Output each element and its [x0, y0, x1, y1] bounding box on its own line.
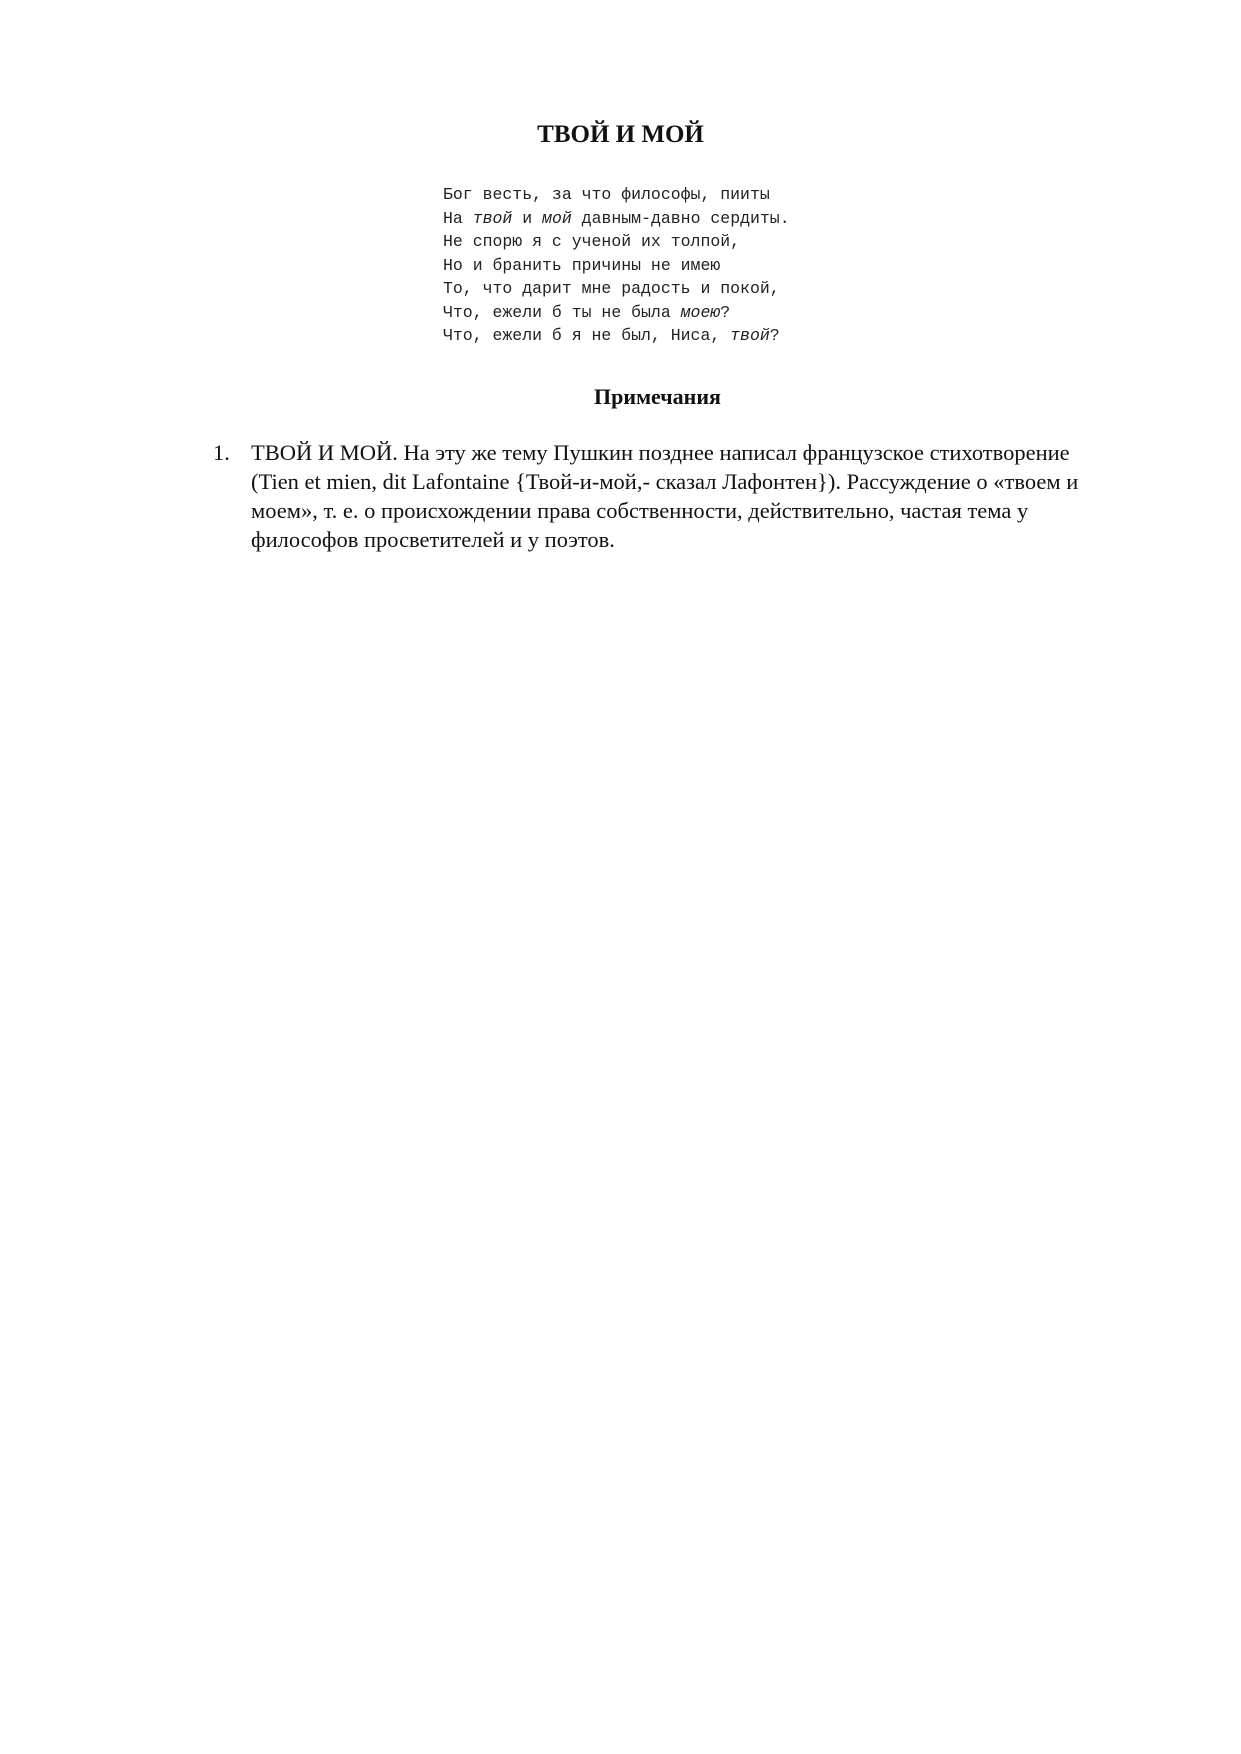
poem-title: ТВОЙ И МОЙ [537, 121, 704, 148]
note-number: 1. [213, 440, 230, 465]
poem-line [443, 207, 790, 231]
notes-list [213, 438, 1093, 554]
poem-segment: и [512, 208, 543, 228]
poem-segment: На [443, 208, 473, 228]
poem-line [443, 324, 790, 348]
poem-segment: То, что дарит мне радость и покой, [443, 279, 780, 298]
poem-line [443, 277, 790, 301]
poem-line [443, 230, 790, 254]
poem-emphasis: мой [542, 208, 572, 228]
poem-line [443, 254, 790, 278]
notes-heading: Примечания [594, 384, 721, 409]
poem-segment: Что, ежели б ты не была [443, 302, 681, 322]
poem-segment: Не спорю я с ученой их толпой, [443, 232, 741, 251]
note-item [213, 438, 1093, 554]
poem-segment: ? [769, 326, 780, 345]
poem-line [443, 183, 790, 207]
poem-segment: Но и бранить причины не имею [443, 255, 721, 275]
poem-line [443, 301, 790, 325]
poem-text [443, 183, 790, 348]
poem-segment: Бог весть, за что философы, пииты [443, 185, 770, 204]
note-text: ТВОЙ И МОЙ. На эту же тему Пушкин позднее написал французское стихотворение (Tien et mien, dit Lafontaine {Твой-и-мой,- сказал Лафонтен}). Рассуждение о «твоем и моем», т. е. о происхождении права собственности, действительно, частая тема у философов просветителей и у поэтов. [251, 440, 1079, 552]
poem-emphasis: моею [680, 302, 721, 322]
poem-emphasis: твой [730, 326, 770, 345]
poem-segment: ? [720, 302, 731, 322]
poem-emphasis: твой [472, 208, 513, 228]
poem-segment: давным-давно сердиты. [571, 208, 790, 228]
poem-segment: Что, ежели б я не был, Ниса, [443, 326, 731, 345]
